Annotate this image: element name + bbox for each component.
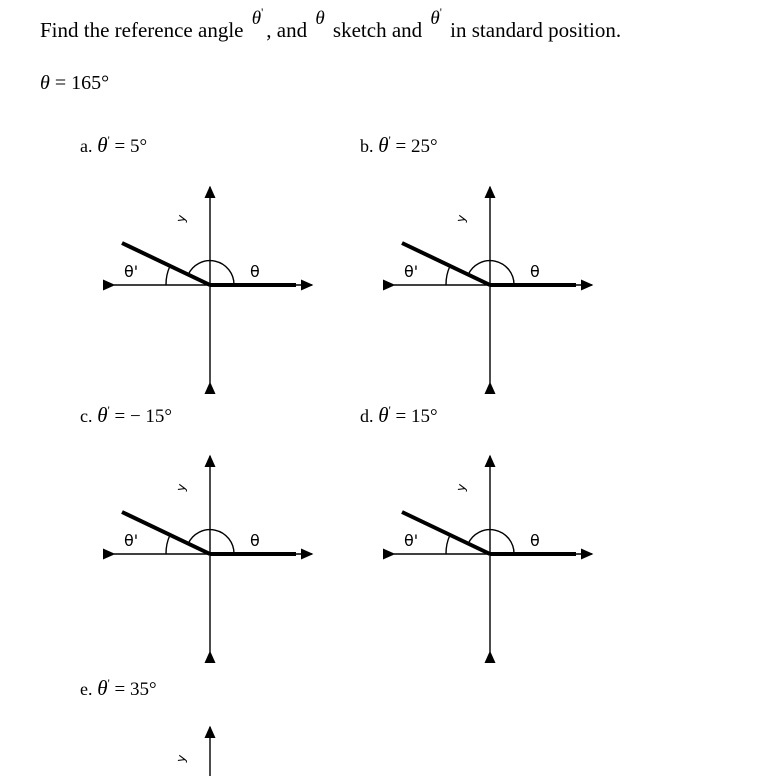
theta-prime-arc (446, 535, 450, 554)
theta-prime-label: θ' (124, 531, 139, 550)
option-a[interactable]: a. θ' = 5° (80, 133, 148, 157)
given-angle: θ = 165° (40, 72, 110, 94)
theta-arc (188, 530, 234, 554)
y-axis-label: y (453, 213, 469, 224)
sketch-c (100, 449, 340, 689)
prompt-text-1: Find the reference angle (40, 18, 249, 42)
theta-arc (468, 261, 514, 285)
option-d[interactable]: d. θ' = 15° (360, 403, 438, 427)
theta-prime-label: θ' (124, 262, 139, 281)
theta-prime-arc (166, 266, 170, 285)
prompt-text-2: , and (266, 18, 313, 42)
theta-prime-arc (446, 266, 450, 285)
y-axis-label: y (453, 482, 469, 493)
theta-label: θ (250, 531, 260, 550)
sketch-b (380, 180, 620, 420)
theta-label: θ (530, 262, 540, 281)
theta-label: θ (250, 262, 260, 281)
theta-symbol: θ (315, 8, 325, 29)
y-axis-label: y (173, 753, 189, 764)
option-b[interactable]: b. θ' = 25° (360, 133, 438, 157)
y-axis-label: y (173, 213, 189, 224)
theta-arc (468, 530, 514, 554)
prompt-text-3: sketch and (327, 18, 428, 42)
sketch-d (380, 449, 620, 689)
prompt-text-4: in standard position. (444, 18, 622, 42)
sketch-a (100, 180, 340, 420)
theta-arc (188, 261, 234, 285)
option-c[interactable]: c. θ' = − 15° (80, 403, 173, 427)
sketch-e-partial (100, 720, 340, 776)
theta-prime-symbol: θ' (251, 5, 264, 29)
theta-prime-label: θ' (404, 262, 419, 281)
theta-label: θ (530, 531, 540, 550)
theta-prime-symbol-2: θ' (430, 5, 442, 29)
theta-prime-label: θ' (404, 531, 419, 550)
theta-prime-arc (166, 535, 170, 554)
question-prompt (40, 5, 622, 43)
option-e[interactable]: e. θ' = 35° (80, 676, 157, 700)
y-axis-label: y (173, 482, 189, 493)
